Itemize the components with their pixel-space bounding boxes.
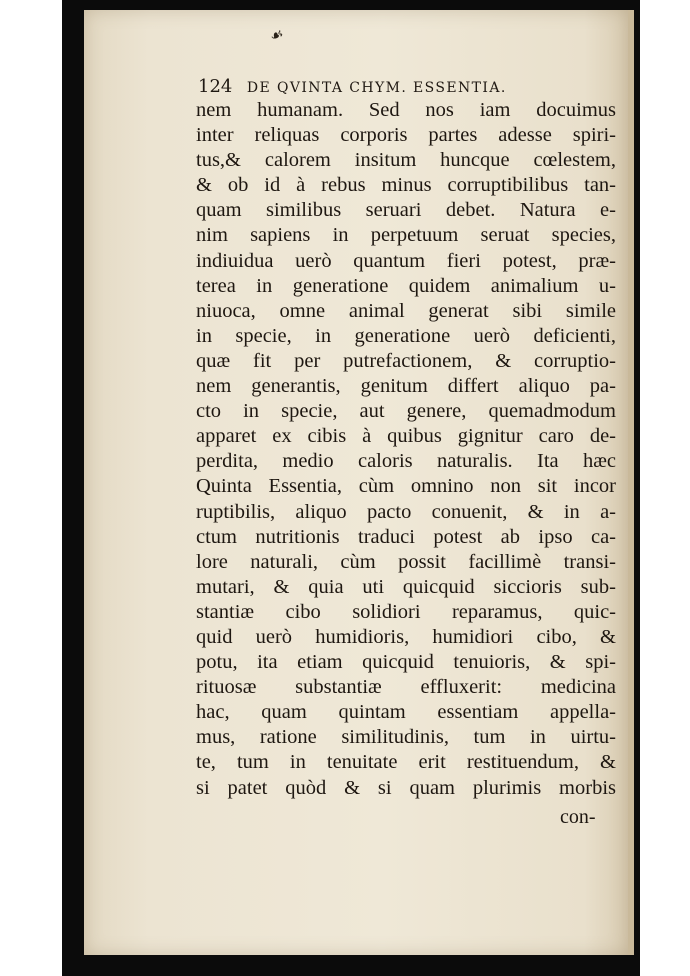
body-text bbox=[196, 98, 616, 801]
text-line: in specie, in generatione uerò deficienti, bbox=[196, 324, 616, 347]
text-line: hac, quam quintam essentiam appella- bbox=[196, 701, 616, 724]
text-line: mutari, & quia uti quicquid siccioris sub- bbox=[196, 575, 616, 598]
text-line: & ob id à rebus minus corruptibilibus tan- bbox=[196, 174, 616, 197]
text-line: nem humanam. Sed nos iam docuimus bbox=[196, 99, 616, 121]
page-number: 124 bbox=[198, 76, 233, 97]
text-line: ctum nutritionis traduci potest ab ipso ca- bbox=[196, 525, 616, 548]
text-line: quam similibus seruari debet. Natura e- bbox=[196, 199, 616, 222]
text-line: niuoca, omne animal generat sibi simile bbox=[196, 299, 616, 322]
text-line: nim sapiens in perpetuum seruat species, bbox=[196, 224, 616, 247]
text-line: cto in specie, aut genere, quemadmodum bbox=[196, 400, 616, 423]
text-line: ruptibilis, aliquo pacto conuenit, & in a- bbox=[196, 500, 616, 523]
text-line: quæ fit per putrefactionem, & corruptio- bbox=[196, 349, 616, 372]
text-line: quid uerò humidioris, humidiori cibo, & bbox=[196, 625, 616, 648]
text-line: nem generantis, genitum differt aliquo pa- bbox=[196, 375, 616, 398]
text-line: potu, ita etiam quicquid tenuioris, & spi- bbox=[196, 651, 616, 674]
text-line: mus, ratione similitudinis, tum in uirtu- bbox=[196, 726, 616, 749]
text-line: te, tum in tenuitate erit restituendum, & bbox=[196, 751, 616, 774]
text-line: inter reliquas corporis partes adesse spiri- bbox=[196, 124, 616, 147]
running-header bbox=[198, 76, 618, 97]
text-line: indiuidua uerò quantum fieri potest, præ- bbox=[196, 249, 616, 272]
text-line: perdita, medio caloris naturalis. Ita hæc bbox=[196, 450, 616, 473]
text-line: tus,& calorem insitum huncque cœlestem, bbox=[196, 149, 616, 172]
running-title: DE QVINTA CHYM. ESSENTIA. bbox=[246, 80, 507, 96]
catchword: con- bbox=[560, 806, 596, 828]
text-line: stantiæ cibo solidiori reparamus, quic- bbox=[196, 600, 616, 623]
text-line: Quinta Essentia, cùm omnino non sit incor bbox=[196, 475, 616, 498]
text-line: apparet ex cibis à quibus gignitur caro de- bbox=[196, 425, 616, 448]
text-line: lore naturali, cùm possit facillimè transi- bbox=[196, 550, 616, 573]
page-edge bbox=[628, 10, 634, 955]
text-line: rituosæ substantiæ effluxerit: medicina bbox=[196, 676, 616, 699]
ornament-icon: ☙ bbox=[267, 24, 287, 46]
text-line: terea in generatione quidem animalium u- bbox=[196, 274, 616, 297]
text-line: si patet quòd & si quam plurimis morbis bbox=[196, 776, 616, 799]
